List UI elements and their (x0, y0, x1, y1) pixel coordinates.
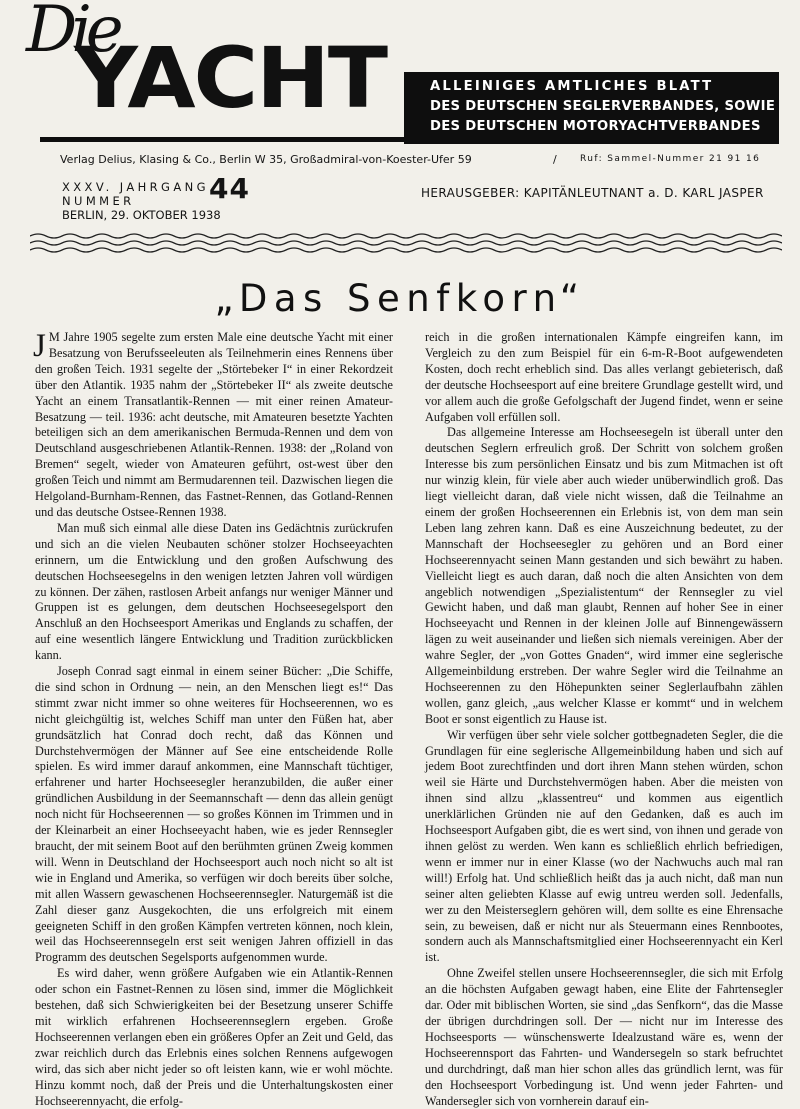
tagline-line-1: ALLEINIGES AMTLICHES BLATT (430, 79, 714, 94)
wave-divider (30, 232, 782, 254)
article-column-right (425, 330, 783, 1109)
issue-date: BERLIN, 29. OKTOBER 1938 (62, 208, 221, 222)
drop-cap: J (33, 328, 46, 364)
logo-die-script: Die (26, 0, 118, 67)
paragraph (35, 330, 393, 521)
issue-nummer-label: NUMMER (62, 194, 135, 208)
publisher-phone: Ruf: Sammel-Nummer 21 91 16 (580, 154, 761, 164)
tagline-line-3: DES DEUTSCHEN MOTORYACHTVERBANDES (430, 119, 761, 134)
publisher-address: Verlag Delius, Klasing & Co., Berlin W 35, Großadmiral-von-Koester-Ufer 59 (60, 153, 472, 166)
article-column-left (35, 330, 393, 1109)
masthead-logo (20, 2, 440, 152)
paragraph: Man muß sich einmal alle diese Daten ins Gedächtnis zurückrufen und sich an die vielen Neubauten schöner stolzer Hochseeyachten erinnern, um die Entwicklung und den großen Aufschwung des deutschen Hochseesegelns in den wenigen letzten Jahren voll würdigen zu können. Der zähen, rastlosen Arbeit anfangs nur weniger Männer und Gruppen ist es gelungen, dem deutschen Hochseesegelsport den Anschluß an den Hochseesport Amerikas und Englands zu schaffen, der auf eine wesentlich längere Entwicklung und Tradition zurückblicken kann. (35, 520, 393, 663)
paragraph-text: M Jahre 1905 segelte zum ersten Male eine deutsche Yacht mit einer Besatzung von Berufsseeleuten als Teilnehmerin eines Rennens über den großen Teich. 1931 segelte der „Störtebeker I“ in einer Rekordzeit über den Atlantik. 1935 nahm der „Störtebeker II“ als zweite deutsche Yacht an einem Transatlantik-Rennen — mit einer reinen Amateur-Besatzung — teil. 1936: acht deutsche, mit Amateuren besetzte Yachten beteiligen sich an dem amerikanischen Bermuda-Rennen und dem von Deutschland ausgeschriebenen Atlantik-Rennen. 1938: der „Roland von Bremen“ segelt, wieder von Amateuren geführt, ost-west über den großen Teich und nimmt am Bermudarennen teil. Dazwischen liegen die Helgoland-Burnham-Rennen, das Fastnet-Rennen, das Gotland-Rennen und das deutsche Ostsee-Rennen 1938. (35, 330, 393, 519)
logo-yacht-wordmark: YACHT (74, 29, 386, 127)
paragraph: Wir verfügen über sehr viele solcher gottbegnadeten Segler, die die Grundlagen für eine seglerische Allgemeinbildung haben und sich auf jedem Boot zurechtfinden und dort ihren Mann stehen würden, schon weil sie Härte und Durchstehvermögen haben. Aber die meisten von ihnen sind allzu „klassentreu“ und kommen aus eigentlich unerklärlichen Gründen nie auf den Gedanken, daß es auch im Hochseesport Aufgaben gibt, die es wert sind, von ihnen und gerade von ihnen gelöst zu werden. Wen kann es schließlich ehrlich befriedigen, wenn er immer nur in einer Klasse (wo der Nachwuchs auch mal ran will!) Erfolg hat. Und schließlich heißt das ja auch nicht, daß man nun seiner alten geliebten Klasse auf ewig untreu werden soll. Jedenfalls, wer zu den Meisterseglern gehören will, dem sollte es eine Ehrensache sein, zu beweisen, daß er nicht nur als Steuermann eines Rennbootes, sondern auch als Mannschaftsmitglied einer Hochseerennyacht ein Kerl ist. (425, 727, 783, 965)
paragraph: reich in die großen internationalen Kämpfe eingreifen kann, im Vergleich zu den zum Beispiel für ein 6-m-R-Boot aufgewendeten Kosten, doch recht erheblich sind. Das alles verlangt gebieterisch, daß der deutsche Hochseesport auf eine breitere Grundlage gestellt wird, und vor allem auch die große Gefolgschaft der Jugend findet, wenn er seine Aufgaben voll erfüllen soll. (425, 330, 783, 424)
publisher-separator: / (553, 153, 557, 166)
tagline-line-2: DES DEUTSCHEN SEGLERVERBANDES, SOWIE (430, 99, 776, 114)
paragraph: Das allgemeine Interesse am Hochseesegeln ist überall unter den deutschen Seglern erfreulich groß. Der Schritt von solchem großen Interesse bis zum persönlichen Einsatz und bis zum Mitmachen ist oft nur winzig klein, für viele aber auch wieder unüberwindlich groß. Das liegt vielleicht daran, daß viele nicht wissen, daß die Teilnahme an einem der großen Hochseerennen ein Erlebnis ist, von dem man sein Leben lang zehren kann. Daß es eine Auszeichnung bedeutet, zu der Mannschaft der Hochseesegler zu gehören und an Bord einer Hochseerennyacht seinen Mann gestanden und sich bewährt zu haben. Vielleicht liegt es auch daran, daß noch die alten Ansichten von dem angeblich notwendigen „Spezialistentum“ der Rennsegler zu viel Gewicht haben, und daß man glaubt, Rennen auf hoher See in einer Hochseeyacht und Rennen in der kleinen Jolle auf Binnengewässern lägen zu weit auseinander und ließen sich niemals vereinigen. Aber der wahre Segler, der „von Gottes Gnaden“, wird immer eine seglerische Allgemeinbildung erstreben. Der wahre Segler wird die Teilnahme an Hochseerennen zu den Höhepunkten seiner Seglerlaufbahn zählen wollen, ganz gleich, „aus welcher Klasse er kommt“ und in welchem Boot er sonst eigentlich zu Hause ist. (425, 425, 783, 726)
paragraph: Es wird daher, wenn größere Aufgaben wie ein Atlantik-Rennen oder schon ein Fastnet-Rennen zu lösen sind, immer die Möglichkeit bestehen, daß sich Schwierigkeiten bei der Besetzung unserer Schiffe mit wirklich erfahrenen Hochseerennseglern ergeben. Große Hochseerennen verlangen eben ein größeres Opfer an Zeit und Geld, das zwar reichlich durch das Erlebnis eines solchen Rennens aufgewogen wird, das sich aber nicht jeder so oft leisten kann, wie er wohl möchte. Hinzu kommt noch, daß der Preis und die Unterhaltungskosten einer Hochseerennyacht, die erfolg- (35, 966, 393, 1108)
article-title: „Das Senfkorn“ (214, 277, 586, 320)
paragraph: Ohne Zweifel stellen unsere Hochseerennsegler, die sich mit Erfolg an die höchsten Aufgaben gewagt haben, eine Elite der Fahrtensegler dar. Oder mit biblischen Worten, sie sind „das Senfkorn“, das die Masse der übrigen durchdringen soll. Der — nicht nur im Interesse des Hochseesports — wünschenswerte Idealzustand wäre es, wenn der Hochseerennsport das Fahrten- und Wandersegeln so stark befruchtet und durchdringt, daß man hier schon alles das gründlich lernt, was für den Hochseesport Vorbedingung ist. Und wenn jeder Fahrten- und Wandersegler sich von vornherein darauf ein- (425, 966, 783, 1108)
issue-jahrgang: XXXV. JAHRGANG (62, 180, 209, 194)
issue-info (62, 172, 262, 222)
editor-credit: HERAUSGEBER: KAPITÄNLEUTNANT a. D. KARL JASPER (421, 186, 764, 200)
paragraph: Joseph Conrad sagt einmal in einem seiner Bücher: „Die Schiffe, die sind schon in Ordnung — nein, an den Menschen liegt es!“ Das stimmt zwar nicht immer so ohne weiteres für Hochseerennen, wo es nicht gleichgültig ist, welches Schiff man unter den Füßen hat, aber grundsätzlich hat Conrad doch recht, daß das Können und Durchstehvermögen der Männer auf See eine entscheidende Rolle spielen. Es wird immer darauf ankommen, eine Mannschaft tüchtiger, erfahrener und harter Hochseesegler heranzubilden, die außer einer gründlichen Ausbildung in der Seemannschaft — denn das allein genügt noch nicht für Hochseerennen — so großes Können im Trimmen und in der Kleinarbeit an einer Hochseeyacht haben, wie es jeder Rennsegler braucht, der mit seinem Boot auf den berühmten grünen Zweig kommen will. Wenn in Deutschland der Hochseesport auch noch nicht so alt ist wie in England und Amerika, so verfügen wir doch bereits über solche, mit allen Wassern gewaschenen Hochseerennsegler. Naturgemäß ist die Zahl dieser ganz Ausgekochten, die uns erfolgreich mit einem geeigneten Schiff in den großen Kämpfen vertreten können, noch klein, weil das Hochseerennsegeln erst seit wenigen Jahren offiziell in das Programm des deutschen Segelsports aufgenommen wurde. (35, 664, 393, 965)
masthead-tagline (430, 77, 775, 137)
issue-number: 44 (209, 172, 250, 205)
publisher-line (60, 153, 780, 166)
